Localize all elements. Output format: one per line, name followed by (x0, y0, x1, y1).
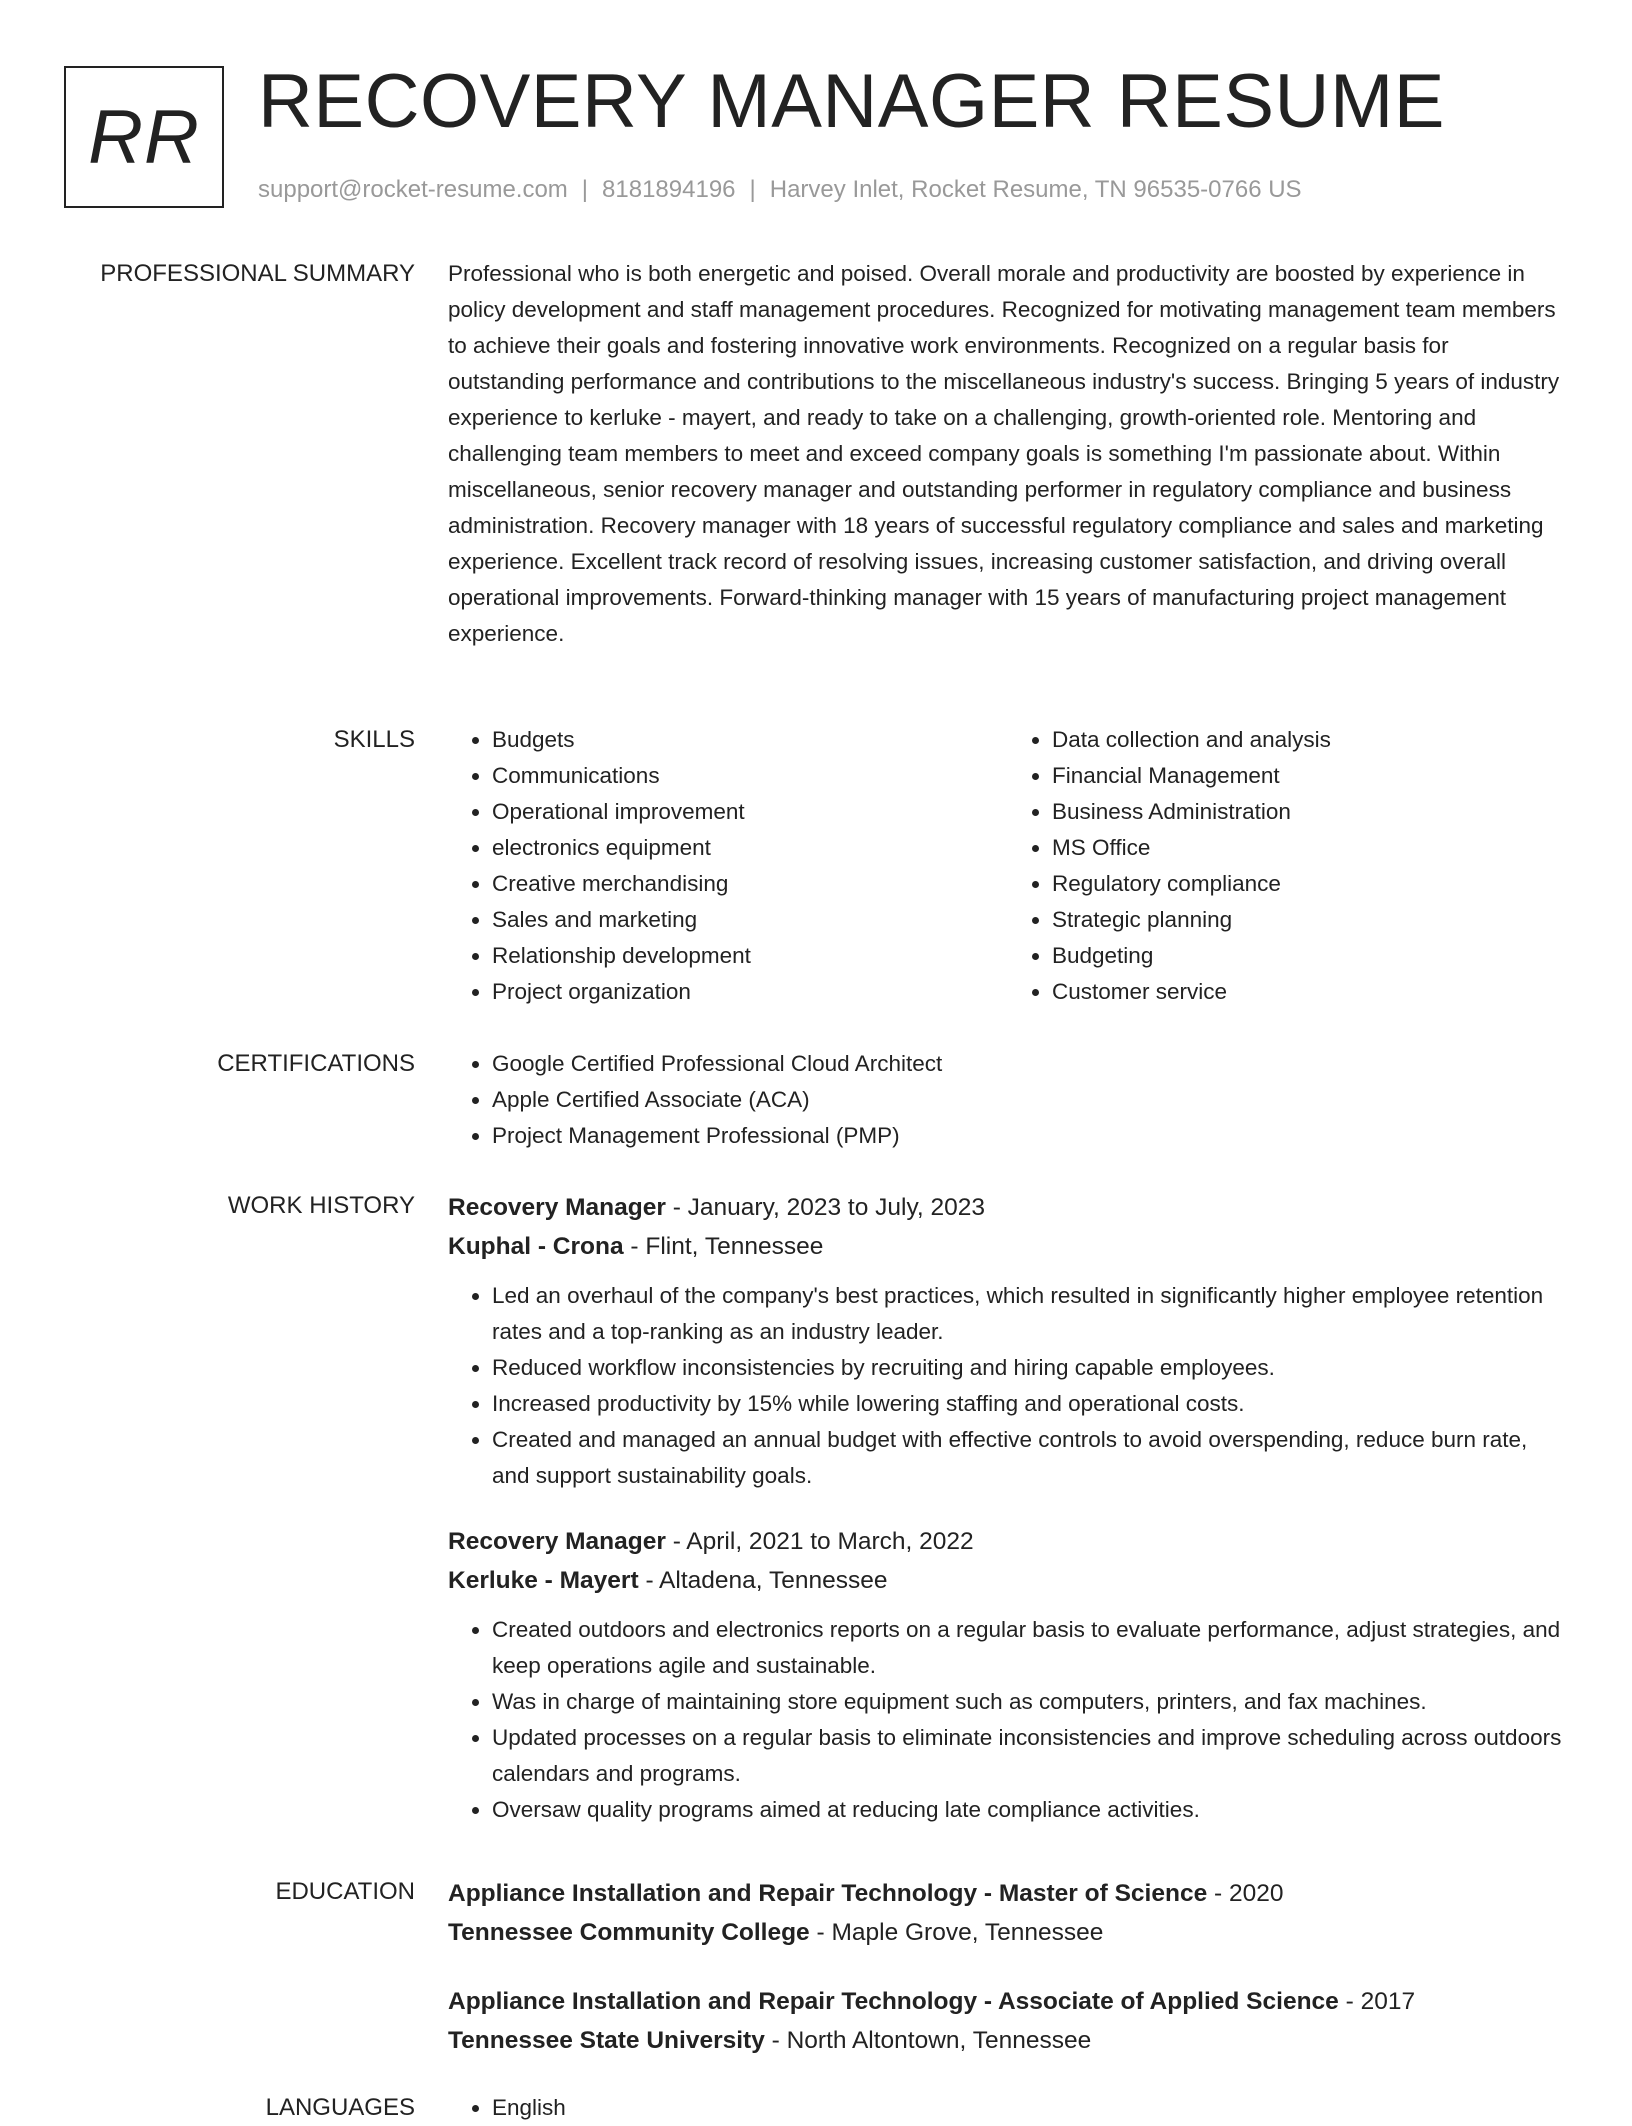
contact-line (258, 174, 1302, 206)
skill-item: • Operational improvement (492, 794, 1008, 830)
job-company: Kuphal - Crona (448, 1233, 624, 1260)
job-bullet: • Updated processes on a regular basis to eliminate inconsistencies and improve scheduling across outdoors calendars and programs. (492, 1720, 1568, 1792)
job-title: Recovery Manager (448, 1528, 666, 1555)
job-bullet: • Led an overhaul of the company's best practices, which resulted in significantly higher employee retention rates and a top-ranking as an industry leader. (492, 1278, 1568, 1350)
job-bullets (448, 1278, 1568, 1494)
job-dates: - January, 2023 to July, 2023 (665, 1194, 986, 1221)
degree-name: Appliance Installation and Repair Technology - Associate of Applied Science (448, 1988, 1339, 2015)
section-label-education: EDUCATION (275, 1878, 415, 1905)
monogram-logo: RR (64, 66, 224, 208)
job-title-line (448, 1188, 1568, 1227)
job-location: - Flint, Tennessee (623, 1233, 824, 1260)
skill-item: • Communications (492, 758, 1008, 794)
job-title-line (448, 1522, 1568, 1561)
skill-item: • Strategic planning (1052, 902, 1568, 938)
certification-item: • Project Management Professional (PMP) (492, 1118, 1568, 1154)
certification-item: • Apple Certified Associate (ACA) (492, 1082, 1568, 1118)
resume-title: RECOVERY MANAGER RESUME (258, 59, 1445, 144)
language-item: • English (492, 2090, 1568, 2126)
job-bullet: • Created outdoors and electronics reports on a regular basis to evaluate performance, adjust strategies, and keep operations agile and sustainable. (492, 1612, 1568, 1684)
job-entry (448, 1522, 1568, 1828)
skills-list-left (448, 722, 1008, 1010)
certification-item: • Google Certified Professional Cloud Architect (492, 1046, 1568, 1082)
degree-line (448, 1874, 1568, 1913)
job-dates: - April, 2021 to March, 2022 (665, 1528, 974, 1555)
section-label-work: WORK HISTORY (227, 1192, 415, 1219)
skill-item: • Project organization (492, 974, 1008, 1010)
skills-list-right (1008, 722, 1568, 1010)
school-line (448, 2021, 1568, 2060)
job-bullet: • Created and managed an annual budget with effective controls to avoid overspending, reduce burn rate, and support sustainability goals. (492, 1422, 1568, 1494)
school-location: - Maple Grove, Tennessee (809, 1919, 1104, 1946)
skills-columns (448, 722, 1568, 1010)
job-bullet: • Was in charge of maintaining store equipment such as computers, printers, and fax machines. (492, 1684, 1568, 1720)
job-company-line (448, 1561, 1568, 1600)
contact-separator: | (581, 176, 589, 203)
skill-item: • electronics equipment (492, 830, 1008, 866)
education-entry (448, 1982, 1568, 2060)
work-body (448, 1188, 1568, 1828)
contact-address: Harvey Inlet, Rocket Resume, TN 96535-0766 US (769, 176, 1302, 203)
school-line (448, 1913, 1568, 1952)
skill-item: • Relationship development (492, 938, 1008, 974)
certifications-list (448, 1046, 1568, 1154)
skill-item: • Financial Management (1052, 758, 1568, 794)
school-name: Tennessee Community College (448, 1919, 810, 1946)
job-location: - Altadena, Tennessee (638, 1567, 888, 1594)
contact-separator: | (749, 176, 756, 203)
job-company: Kerluke - Mayert (448, 1567, 639, 1594)
skill-item: • Regulatory compliance (1052, 866, 1568, 902)
job-company-line (448, 1227, 1568, 1266)
section-label-summary: PROFESSIONAL SUMMARY (100, 260, 415, 287)
degree-line (448, 1982, 1568, 2021)
degree-year: - 2020 (1207, 1880, 1284, 1907)
school-name: Tennessee State University (448, 2027, 765, 2054)
education-entry (448, 1874, 1568, 1952)
skill-item: • Data collection and analysis (1052, 722, 1568, 758)
degree-year: - 2017 (1338, 1988, 1416, 2015)
job-title: Recovery Manager (448, 1194, 666, 1221)
job-entry (448, 1188, 1568, 1494)
school-location: - North Altontown, Tennessee (764, 2027, 1092, 2054)
section-label-languages: LANGUAGES (265, 2094, 415, 2121)
job-bullet: • Oversaw quality programs aimed at reducing late compliance activities. (492, 1792, 1568, 1828)
skill-item: • Customer service (1052, 974, 1568, 1010)
skill-item: • MS Office (1052, 830, 1568, 866)
skill-item: • Budgets (492, 722, 1008, 758)
skill-item: • Business Administration (1052, 794, 1568, 830)
summary-text: Professional who is both energetic and poised. Overall morale and productivity are boosted by experience in policy development and staff management procedures. Recognized for motivating management team members to achieve their goals and fostering innovative work environments. Recognized on a regular basis for outstanding performance and contributions to the miscellaneous industry's success. Bringing 5 years of industry experience to kerluke - mayert, and ready to take on a challenging, growth-oriented role. Mentoring and challenging team members to meet and exceed company goals is something I'm passionate about. Within miscellaneous, senior recovery manager and outstanding performer in regulatory compliance and business administration. Recovery manager with 18 years of successful regulatory compliance and sales and marketing experience. Excellent track record of resolving issues, increasing customer satisfaction, and driving overall operational improvements. Forward-thinking manager with 15 years of manufacturing project management experience. (448, 261, 1560, 646)
education-body (448, 1874, 1568, 2060)
skill-item: • Creative merchandising (492, 866, 1008, 902)
section-label-certifications: CERTIFICATIONS (217, 1050, 415, 1077)
languages-list (448, 2090, 1568, 2126)
languages-body (448, 2090, 1568, 2126)
skill-item: • Budgeting (1052, 938, 1568, 974)
contact-phone[interactable]: 8181894196 (602, 176, 736, 203)
certifications-body (448, 1046, 1568, 1154)
job-bullets (448, 1612, 1568, 1828)
section-label-skills: SKILLS (333, 726, 415, 753)
contact-email[interactable]: support@rocket-resume.com (258, 176, 568, 203)
job-bullet: • Reduced workflow inconsistencies by recruiting and hiring capable employees. (492, 1350, 1568, 1386)
degree-name: Appliance Installation and Repair Technology - Master of Science (448, 1880, 1208, 1907)
skill-item: • Sales and marketing (492, 902, 1008, 938)
job-bullet: • Increased productivity by 15% while lowering staffing and operational costs. (492, 1386, 1568, 1422)
